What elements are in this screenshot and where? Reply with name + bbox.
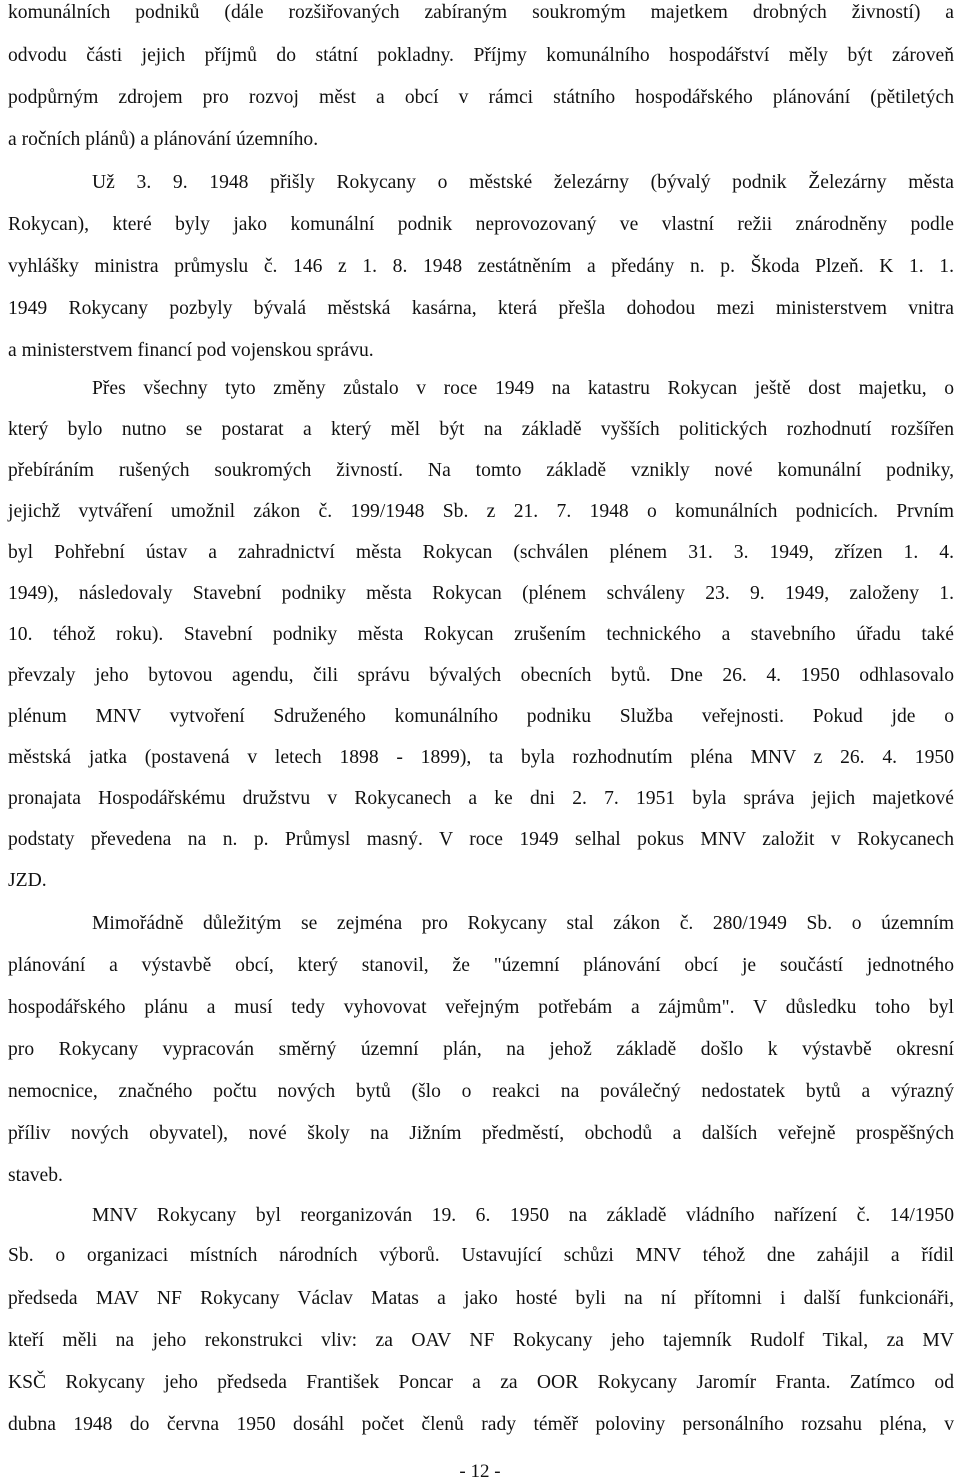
text-line: Mimořádně důležitým se zejména pro Rokycany stal zákon č. 280/1949 Sb. o územním xyxy=(92,913,954,934)
text-line: Sb. o organizaci místních národních výborů. Ustavující schůzi MNV téhož dne zahájil a řídil xyxy=(8,1245,954,1266)
text-line: dubna 1948 do června 1950 dosáhl počet členů rady téměř poloviny personálního rozsahu pléna, v xyxy=(8,1414,954,1435)
text-line: městská jatka (postavená v letech 1898 - 1899), ta byla rozhodnutím pléna MNV z 26. 4. 1950 xyxy=(8,747,954,768)
text-line: hospodářského plánu a musí tedy vyhovovat veřejným potřebám a zájmům". V důsledku toho byl xyxy=(8,997,954,1018)
text-line: 1949), následovaly Stavební podniky města Rokycan (plénem schváleny 23. 9. 1949, založeny 1. xyxy=(8,583,954,604)
text-line: 1949 Rokycany pozbyly bývalá městská kasárna, která přešla dohodou mezi ministerstvem vnitra xyxy=(8,298,954,319)
text-line: byl Pohřební ústav a zahradnictví města Rokycan (schválen plénem 31. 3. 1949, zřízen 1. 4. xyxy=(8,542,954,563)
text-line: JZD. xyxy=(8,870,47,891)
text-line: který bylo nutno se postarat a který měl být na základě vyšších politických rozhodnutí rozšířen xyxy=(8,419,954,440)
text-line: a ministerstvem financí pod vojenskou správu. xyxy=(8,340,374,361)
text-line: 10. téhož roku). Stavební podniky města Rokycan zrušením technického a stavebního úřadu také xyxy=(8,624,954,645)
text-line: MNV Rokycany byl reorganizován 19. 6. 1950 na základě vládního nařízení č. 14/1950 xyxy=(92,1205,954,1226)
text-line: převzaly jeho bytovou agendu, čili správu bývalých obecních bytů. Dne 26. 4. 1950 odhlasovalo xyxy=(8,665,954,686)
text-line: komunálních podniků (dále rozšiřovaných zabíraným soukromým majetkem drobných živností) a xyxy=(8,2,954,23)
text-line: předseda MAV NF Rokycany Václav Matas a jako hosté byli na ní přítomni i další funkcionáři, xyxy=(8,1288,954,1309)
text-line: vyhlášky ministra průmyslu č. 146 z 1. 8. 1948 zestátněním a předány n. p. Škoda Plzeň. K 1. 1. xyxy=(8,256,954,277)
text-line: Už 3. 9. 1948 přišly Rokycany o městské železárny (bývalý podnik Železárny města xyxy=(92,172,954,193)
text-line: plánování a výstavbě obcí, který stanovil, že "územní plánování obcí je součástí jednotného xyxy=(8,955,954,976)
text-line: KSČ Rokycany jeho předseda František Poncar a za OOR Rokycany Jaromír Franta. Zatímco od xyxy=(8,1372,954,1393)
text-line: podstaty převedena na n. p. Průmysl masný. V roce 1949 selhal pokus MNV založit v Rokycanech xyxy=(8,829,954,850)
text-line: podpůrným zdrojem pro rozvoj měst a obcí v rámci státního hospodářského plánování (pětiletých xyxy=(8,87,954,108)
text-line: příliv nových obyvatel), nové školy na Jižním předměstí, obchodů a dalších veřejně prospěšných xyxy=(8,1123,954,1144)
text-line: jejichž vytváření umožnil zákon č. 199/1948 Sb. z 21. 7. 1948 o komunálních podnicích. Prvním xyxy=(8,501,954,522)
text-line: odvodu části jejich příjmů do státní pokladny. Příjmy komunálního hospodářství měly být zároveň xyxy=(8,45,954,66)
text-line: plénum MNV vytvoření Sdruženého komunálního podniku Služba veřejnosti. Pokud jde o xyxy=(8,706,954,727)
page-number: - 12 - xyxy=(459,1461,501,1482)
text-line: nemocnice, značného počtu nových bytů (šlo o reakci na poválečný nedostatek bytů a výrazný xyxy=(8,1081,954,1102)
text-line: Přes všechny tyto změny zůstalo v roce 1949 na katastru Rokycan ještě dost majetku, o xyxy=(92,378,954,399)
text-line: pro Rokycany vypracován směrný územní plán, na jehož základě došlo k výstavbě okresní xyxy=(8,1039,954,1060)
text-line: staveb. xyxy=(8,1165,63,1186)
text-line: Rokycan), které byly jako komunální podnik neprovozovaný ve vlastní režii znárodněny podle xyxy=(8,214,954,235)
text-line: kteří měli na jeho rekonstrukci vliv: za OAV NF Rokycany jeho tajemník Rudolf Tikal, za MV xyxy=(8,1330,954,1351)
text-line: přebíráním rušených soukromých živností. Na tomto základě vznikly nové komunální podniky, xyxy=(8,460,954,481)
text-line: a ročních plánů) a plánování územního. xyxy=(8,129,319,150)
text-line: pronajata Hospodářskému družstvu v Rokycanech a ke dni 2. 7. 1951 byla správa jejich majetkové xyxy=(8,788,954,809)
